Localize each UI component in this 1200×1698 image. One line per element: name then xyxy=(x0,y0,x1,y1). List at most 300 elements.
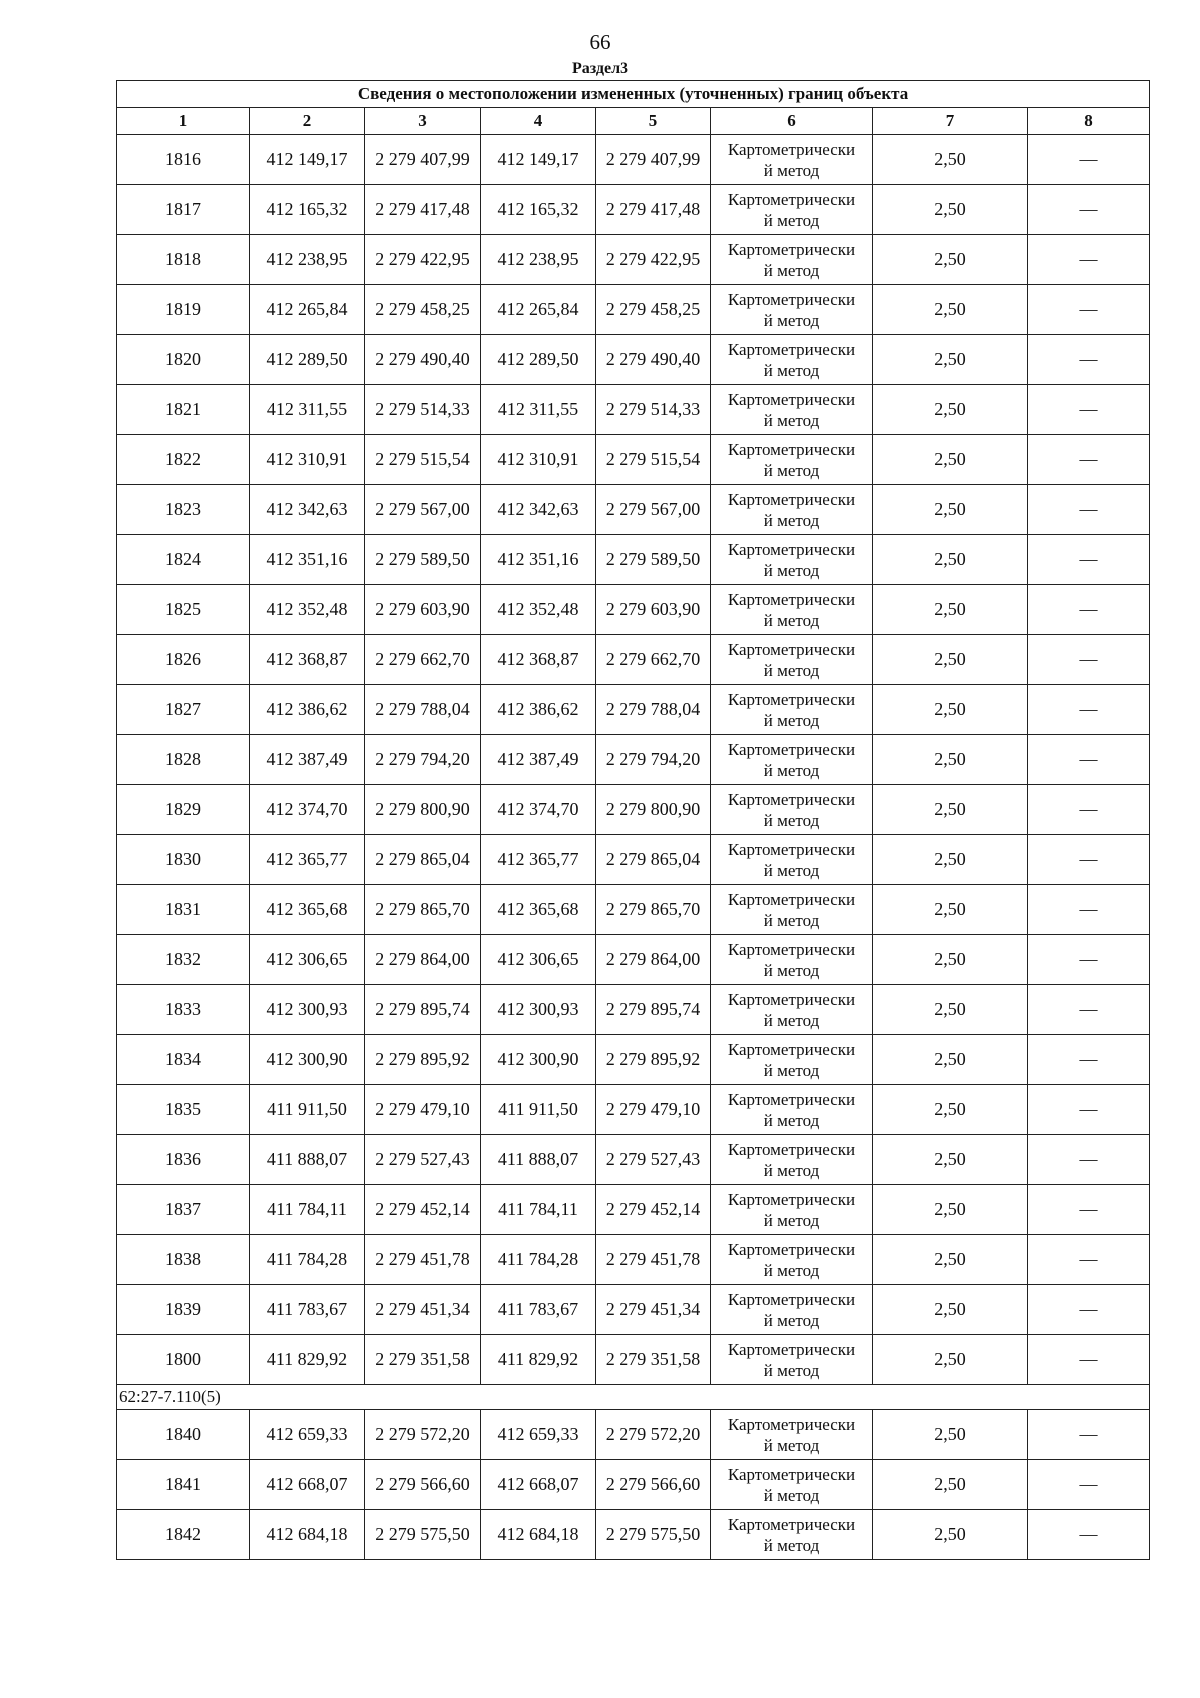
new-y-cell: 2 279 527,43 xyxy=(596,1135,711,1185)
new-x-cell: 411 784,11 xyxy=(481,1185,596,1235)
existing-x-cell: 411 784,11 xyxy=(250,1185,365,1235)
method-text-line2: й метод xyxy=(763,1010,820,1030)
method-text-line1: Картометрически xyxy=(727,589,856,609)
description-cell: — xyxy=(1028,735,1150,785)
existing-y-cell: 2 279 515,54 xyxy=(365,435,481,485)
point-number-cell: 1834 xyxy=(117,1035,250,1085)
new-x-cell: 412 365,68 xyxy=(481,885,596,935)
existing-x-cell: 412 310,91 xyxy=(250,435,365,485)
point-number-cell: 1841 xyxy=(117,1460,250,1510)
new-y-cell: 2 279 351,58 xyxy=(596,1335,711,1385)
existing-x-cell: 412 265,84 xyxy=(250,285,365,335)
method-text-line1: Картометрически xyxy=(727,289,856,309)
precision-cell: 2,50 xyxy=(873,935,1028,985)
point-number-cell: 1823 xyxy=(117,485,250,535)
group-row xyxy=(117,1385,1150,1410)
method-cell xyxy=(711,635,873,685)
description-cell: — xyxy=(1028,485,1150,535)
method-cell xyxy=(711,135,873,185)
description-cell: — xyxy=(1028,185,1150,235)
method-cell xyxy=(711,685,873,735)
method-text-line2: й метод xyxy=(763,860,820,880)
point-number-cell: 1835 xyxy=(117,1085,250,1135)
point-number-cell: 1832 xyxy=(117,935,250,985)
point-number-cell: 1830 xyxy=(117,835,250,885)
method-text-line1: Картометрически xyxy=(727,1089,856,1109)
method-text-line2: й метод xyxy=(763,1310,820,1330)
new-y-cell: 2 279 662,70 xyxy=(596,635,711,685)
method-text-line2: й метод xyxy=(763,810,820,830)
new-y-cell: 2 279 422,95 xyxy=(596,235,711,285)
existing-x-cell: 412 368,87 xyxy=(250,635,365,685)
point-number-cell: 1829 xyxy=(117,785,250,835)
new-y-cell: 2 279 451,34 xyxy=(596,1285,711,1335)
method-cell xyxy=(711,985,873,1035)
description-cell: — xyxy=(1028,235,1150,285)
method-cell xyxy=(711,735,873,785)
method-text-line2: й метод xyxy=(763,160,820,180)
new-y-cell: 2 279 603,90 xyxy=(596,585,711,635)
existing-x-cell: 412 365,68 xyxy=(250,885,365,935)
point-number-cell: 1822 xyxy=(117,435,250,485)
point-number-cell: 1838 xyxy=(117,1235,250,1285)
method-text-line2: й метод xyxy=(763,760,820,780)
method-text-line2: й метод xyxy=(763,1485,820,1505)
method-text-line2: й метод xyxy=(763,210,820,230)
column-number: 8 xyxy=(1028,108,1150,135)
column-number: 1 xyxy=(117,108,250,135)
new-x-cell: 411 783,67 xyxy=(481,1285,596,1335)
method-text-line2: й метод xyxy=(763,310,820,330)
method-cell xyxy=(711,185,873,235)
table-row xyxy=(117,685,1150,735)
description-cell: — xyxy=(1028,1185,1150,1235)
method-text-line1: Картометрически xyxy=(727,1414,856,1434)
precision-cell: 2,50 xyxy=(873,1335,1028,1385)
method-text-line1: Картометрически xyxy=(727,689,856,709)
table-row xyxy=(117,235,1150,285)
existing-y-cell: 2 279 603,90 xyxy=(365,585,481,635)
new-y-cell: 2 279 589,50 xyxy=(596,535,711,585)
description-cell: — xyxy=(1028,635,1150,685)
existing-y-cell: 2 279 895,92 xyxy=(365,1035,481,1085)
new-y-cell: 2 279 479,10 xyxy=(596,1085,711,1135)
new-y-cell: 2 279 458,25 xyxy=(596,285,711,335)
method-text-line2: й метод xyxy=(763,410,820,430)
new-y-cell: 2 279 788,04 xyxy=(596,685,711,735)
description-cell: — xyxy=(1028,585,1150,635)
description-cell: — xyxy=(1028,985,1150,1035)
column-number-row xyxy=(117,108,1150,135)
method-text-line2: й метод xyxy=(763,1435,820,1455)
existing-y-cell: 2 279 865,70 xyxy=(365,885,481,935)
point-number-cell: 1837 xyxy=(117,1185,250,1235)
existing-x-cell: 412 149,17 xyxy=(250,135,365,185)
description-cell: — xyxy=(1028,335,1150,385)
point-number-cell: 1820 xyxy=(117,335,250,385)
existing-y-cell: 2 279 895,74 xyxy=(365,985,481,1035)
column-number: 5 xyxy=(596,108,711,135)
method-text-line1: Картометрически xyxy=(727,539,856,559)
method-cell xyxy=(711,1085,873,1135)
method-text-line1: Картометрически xyxy=(727,989,856,1009)
existing-y-cell: 2 279 794,20 xyxy=(365,735,481,785)
description-cell: — xyxy=(1028,135,1150,185)
new-x-cell: 411 888,07 xyxy=(481,1135,596,1185)
point-number-cell: 1828 xyxy=(117,735,250,785)
method-cell xyxy=(711,835,873,885)
point-number-cell: 1833 xyxy=(117,985,250,1035)
method-text-line2: й метод xyxy=(763,610,820,630)
point-number-cell: 1827 xyxy=(117,685,250,735)
new-x-cell: 412 351,16 xyxy=(481,535,596,585)
new-y-cell: 2 279 452,14 xyxy=(596,1185,711,1235)
table-row xyxy=(117,1285,1150,1335)
point-number-cell: 1800 xyxy=(117,1335,250,1385)
precision-cell: 2,50 xyxy=(873,1135,1028,1185)
existing-x-cell: 412 311,55 xyxy=(250,385,365,435)
method-text-line1: Картометрически xyxy=(727,139,856,159)
precision-cell: 2,50 xyxy=(873,1185,1028,1235)
point-number-cell: 1817 xyxy=(117,185,250,235)
description-cell: — xyxy=(1028,285,1150,335)
new-x-cell: 411 784,28 xyxy=(481,1235,596,1285)
description-cell: — xyxy=(1028,1085,1150,1135)
method-text-line2: й метод xyxy=(763,660,820,680)
existing-x-cell: 412 300,93 xyxy=(250,985,365,1035)
existing-y-cell: 2 279 589,50 xyxy=(365,535,481,585)
method-text-line1: Картометрически xyxy=(727,189,856,209)
new-y-cell: 2 279 417,48 xyxy=(596,185,711,235)
precision-cell: 2,50 xyxy=(873,1235,1028,1285)
method-cell xyxy=(711,1410,873,1460)
existing-x-cell: 412 342,63 xyxy=(250,485,365,535)
existing-x-cell: 412 289,50 xyxy=(250,335,365,385)
method-cell xyxy=(711,1460,873,1510)
existing-x-cell: 411 911,50 xyxy=(250,1085,365,1135)
point-number-cell: 1824 xyxy=(117,535,250,585)
method-cell xyxy=(711,585,873,635)
method-text-line2: й метод xyxy=(763,1535,820,1555)
column-number: 3 xyxy=(365,108,481,135)
point-number-cell: 1836 xyxy=(117,1135,250,1185)
existing-x-cell: 411 888,07 xyxy=(250,1135,365,1185)
existing-x-cell: 412 300,90 xyxy=(250,1035,365,1085)
description-cell: — xyxy=(1028,1235,1150,1285)
existing-x-cell: 412 684,18 xyxy=(250,1510,365,1560)
method-text-line2: й метод xyxy=(763,1210,820,1230)
existing-y-cell: 2 279 865,04 xyxy=(365,835,481,885)
method-cell xyxy=(711,435,873,485)
method-text-line1: Картометрически xyxy=(727,1189,856,1209)
method-text-line1: Картометрически xyxy=(727,1039,856,1059)
new-x-cell: 412 668,07 xyxy=(481,1460,596,1510)
new-y-cell: 2 279 515,54 xyxy=(596,435,711,485)
method-text-line2: й метод xyxy=(763,910,820,930)
existing-x-cell: 412 351,16 xyxy=(250,535,365,585)
table-row xyxy=(117,1410,1150,1460)
column-number: 4 xyxy=(481,108,596,135)
existing-y-cell: 2 279 407,99 xyxy=(365,135,481,185)
description-cell: — xyxy=(1028,385,1150,435)
description-cell: — xyxy=(1028,935,1150,985)
method-text-line1: Картометрически xyxy=(727,439,856,459)
existing-y-cell: 2 279 864,00 xyxy=(365,935,481,985)
method-cell xyxy=(711,385,873,435)
new-x-cell: 412 300,93 xyxy=(481,985,596,1035)
method-text-line2: й метод xyxy=(763,1360,820,1380)
method-cell xyxy=(711,535,873,585)
table-row xyxy=(117,635,1150,685)
existing-y-cell: 2 279 451,78 xyxy=(365,1235,481,1285)
new-y-cell: 2 279 864,00 xyxy=(596,935,711,985)
method-cell xyxy=(711,1035,873,1085)
existing-x-cell: 411 784,28 xyxy=(250,1235,365,1285)
page-number: 66 xyxy=(589,30,611,54)
point-number-cell: 1839 xyxy=(117,1285,250,1335)
precision-cell: 2,50 xyxy=(873,685,1028,735)
existing-y-cell: 2 279 566,60 xyxy=(365,1460,481,1510)
new-x-cell: 412 265,84 xyxy=(481,285,596,335)
description-cell: — xyxy=(1028,1285,1150,1335)
existing-x-cell: 412 659,33 xyxy=(250,1410,365,1460)
existing-x-cell: 412 365,77 xyxy=(250,835,365,885)
precision-cell: 2,50 xyxy=(873,585,1028,635)
new-y-cell: 2 279 490,40 xyxy=(596,335,711,385)
table-row xyxy=(117,285,1150,335)
method-text-line2: й метод xyxy=(763,1160,820,1180)
method-text-line1: Картометрически xyxy=(727,389,856,409)
new-x-cell: 412 368,87 xyxy=(481,635,596,685)
point-number-cell: 1840 xyxy=(117,1410,250,1460)
table-row xyxy=(117,985,1150,1035)
method-cell xyxy=(711,1185,873,1235)
existing-y-cell: 2 279 800,90 xyxy=(365,785,481,835)
method-text-line1: Картометрически xyxy=(727,1464,856,1484)
description-cell: — xyxy=(1028,1410,1150,1460)
new-y-cell: 2 279 567,00 xyxy=(596,485,711,535)
new-y-cell: 2 279 572,20 xyxy=(596,1410,711,1460)
new-x-cell: 412 365,77 xyxy=(481,835,596,885)
existing-x-cell: 411 783,67 xyxy=(250,1285,365,1335)
column-number: 6 xyxy=(711,108,873,135)
new-x-cell: 412 374,70 xyxy=(481,785,596,835)
existing-y-cell: 2 279 452,14 xyxy=(365,1185,481,1235)
table-row xyxy=(117,1510,1150,1560)
method-cell xyxy=(711,1285,873,1335)
description-cell: — xyxy=(1028,685,1150,735)
new-x-cell: 412 311,55 xyxy=(481,385,596,435)
new-x-cell: 412 386,62 xyxy=(481,685,596,735)
method-text-line2: й метод xyxy=(763,260,820,280)
table-row xyxy=(117,835,1150,885)
existing-x-cell: 412 386,62 xyxy=(250,685,365,735)
table-row xyxy=(117,1185,1150,1235)
method-text-line1: Картометрически xyxy=(727,939,856,959)
precision-cell: 2,50 xyxy=(873,635,1028,685)
new-x-cell: 412 238,95 xyxy=(481,235,596,285)
existing-y-cell: 2 279 575,50 xyxy=(365,1510,481,1560)
new-x-cell: 412 684,18 xyxy=(481,1510,596,1560)
method-text-line1: Картометрически xyxy=(727,739,856,759)
method-text-line2: й метод xyxy=(763,360,820,380)
method-cell xyxy=(711,1135,873,1185)
new-y-cell: 2 279 895,92 xyxy=(596,1035,711,1085)
method-text-line1: Картометрически xyxy=(727,239,856,259)
method-text-line2: й метод xyxy=(763,1110,820,1130)
cadastral-number-cell: 62:27-7.110(5) xyxy=(117,1385,1150,1410)
precision-cell: 2,50 xyxy=(873,835,1028,885)
new-x-cell: 412 165,32 xyxy=(481,185,596,235)
new-y-cell: 2 279 794,20 xyxy=(596,735,711,785)
table-row xyxy=(117,1235,1150,1285)
existing-x-cell: 411 829,92 xyxy=(250,1335,365,1385)
new-y-cell: 2 279 800,90 xyxy=(596,785,711,835)
method-cell xyxy=(711,485,873,535)
method-text-line1: Картометрически xyxy=(727,1139,856,1159)
precision-cell: 2,50 xyxy=(873,1460,1028,1510)
point-number-cell: 1818 xyxy=(117,235,250,285)
new-y-cell: 2 279 514,33 xyxy=(596,385,711,435)
new-y-cell: 2 279 865,70 xyxy=(596,885,711,935)
table-caption: Сведения о местоположении измененных (уточненных) границ объекта xyxy=(117,81,1150,108)
method-cell xyxy=(711,285,873,335)
method-text-line2: й метод xyxy=(763,1060,820,1080)
description-cell: — xyxy=(1028,435,1150,485)
new-x-cell: 412 300,90 xyxy=(481,1035,596,1085)
precision-cell: 2,50 xyxy=(873,1510,1028,1560)
existing-x-cell: 412 668,07 xyxy=(250,1460,365,1510)
method-text-line1: Картометрически xyxy=(727,339,856,359)
precision-cell: 2,50 xyxy=(873,735,1028,785)
new-x-cell: 412 342,63 xyxy=(481,485,596,535)
method-cell xyxy=(711,1510,873,1560)
new-x-cell: 411 911,50 xyxy=(481,1085,596,1135)
method-text-line1: Картометрически xyxy=(727,489,856,509)
method-text-line2: й метод xyxy=(763,460,820,480)
table-row xyxy=(117,735,1150,785)
existing-y-cell: 2 279 351,58 xyxy=(365,1335,481,1385)
method-text-line1: Картометрически xyxy=(727,1239,856,1259)
new-x-cell: 412 306,65 xyxy=(481,935,596,985)
table-row xyxy=(117,1460,1150,1510)
existing-x-cell: 412 238,95 xyxy=(250,235,365,285)
precision-cell: 2,50 xyxy=(873,885,1028,935)
method-text-line2: й метод xyxy=(763,560,820,580)
method-text-line1: Картометрически xyxy=(727,1514,856,1534)
precision-cell: 2,50 xyxy=(873,185,1028,235)
table-row xyxy=(117,535,1150,585)
method-text-line2: й метод xyxy=(763,960,820,980)
new-x-cell: 412 149,17 xyxy=(481,135,596,185)
existing-y-cell: 2 279 458,25 xyxy=(365,285,481,335)
table-row xyxy=(117,585,1150,635)
method-text-line2: й метод xyxy=(763,1260,820,1280)
column-number: 2 xyxy=(250,108,365,135)
new-y-cell: 2 279 451,78 xyxy=(596,1235,711,1285)
precision-cell: 2,50 xyxy=(873,985,1028,1035)
method-text-line1: Картометрически xyxy=(727,1339,856,1359)
precision-cell: 2,50 xyxy=(873,1410,1028,1460)
description-cell: — xyxy=(1028,1035,1150,1085)
description-cell: — xyxy=(1028,885,1150,935)
existing-x-cell: 412 352,48 xyxy=(250,585,365,635)
method-text-line1: Картометрически xyxy=(727,639,856,659)
table-row xyxy=(117,435,1150,485)
existing-y-cell: 2 279 567,00 xyxy=(365,485,481,535)
point-number-cell: 1825 xyxy=(117,585,250,635)
table-row xyxy=(117,185,1150,235)
table-row xyxy=(117,1135,1150,1185)
point-number-cell: 1821 xyxy=(117,385,250,435)
new-x-cell: 411 829,92 xyxy=(481,1335,596,1385)
existing-y-cell: 2 279 662,70 xyxy=(365,635,481,685)
coordinates-table xyxy=(116,80,1150,1560)
precision-cell: 2,50 xyxy=(873,135,1028,185)
table-row xyxy=(117,885,1150,935)
existing-y-cell: 2 279 527,43 xyxy=(365,1135,481,1185)
method-text-line2: й метод xyxy=(763,710,820,730)
description-cell: — xyxy=(1028,1335,1150,1385)
precision-cell: 2,50 xyxy=(873,235,1028,285)
precision-cell: 2,50 xyxy=(873,285,1028,335)
description-cell: — xyxy=(1028,785,1150,835)
table-row xyxy=(117,935,1150,985)
method-cell xyxy=(711,935,873,985)
method-text-line1: Картометрически xyxy=(727,789,856,809)
point-number-cell: 1842 xyxy=(117,1510,250,1560)
precision-cell: 2,50 xyxy=(873,485,1028,535)
description-cell: — xyxy=(1028,535,1150,585)
existing-y-cell: 2 279 479,10 xyxy=(365,1085,481,1135)
section-title: Раздел3 xyxy=(571,60,629,77)
precision-cell: 2,50 xyxy=(873,435,1028,485)
table-row xyxy=(117,1335,1150,1385)
column-number: 7 xyxy=(873,108,1028,135)
description-cell: — xyxy=(1028,1510,1150,1560)
existing-y-cell: 2 279 788,04 xyxy=(365,685,481,735)
method-cell xyxy=(711,785,873,835)
existing-x-cell: 412 374,70 xyxy=(250,785,365,835)
new-x-cell: 412 289,50 xyxy=(481,335,596,385)
table-row xyxy=(117,785,1150,835)
new-x-cell: 412 387,49 xyxy=(481,735,596,785)
method-text-line1: Картометрически xyxy=(727,889,856,909)
existing-y-cell: 2 279 451,34 xyxy=(365,1285,481,1335)
method-text-line2: й метод xyxy=(763,510,820,530)
new-y-cell: 2 279 407,99 xyxy=(596,135,711,185)
method-text-line1: Картометрически xyxy=(727,1289,856,1309)
point-number-cell: 1826 xyxy=(117,635,250,685)
existing-y-cell: 2 279 514,33 xyxy=(365,385,481,435)
table-row xyxy=(117,1085,1150,1135)
method-cell xyxy=(711,885,873,935)
method-cell xyxy=(711,335,873,385)
existing-y-cell: 2 279 422,95 xyxy=(365,235,481,285)
precision-cell: 2,50 xyxy=(873,385,1028,435)
existing-y-cell: 2 279 417,48 xyxy=(365,185,481,235)
precision-cell: 2,50 xyxy=(873,335,1028,385)
existing-x-cell: 412 165,32 xyxy=(250,185,365,235)
new-x-cell: 412 659,33 xyxy=(481,1410,596,1460)
table-row xyxy=(117,1035,1150,1085)
point-number-cell: 1831 xyxy=(117,885,250,935)
description-cell: — xyxy=(1028,1460,1150,1510)
existing-y-cell: 2 279 490,40 xyxy=(365,335,481,385)
new-y-cell: 2 279 566,60 xyxy=(596,1460,711,1510)
point-number-cell: 1819 xyxy=(117,285,250,335)
new-y-cell: 2 279 895,74 xyxy=(596,985,711,1035)
